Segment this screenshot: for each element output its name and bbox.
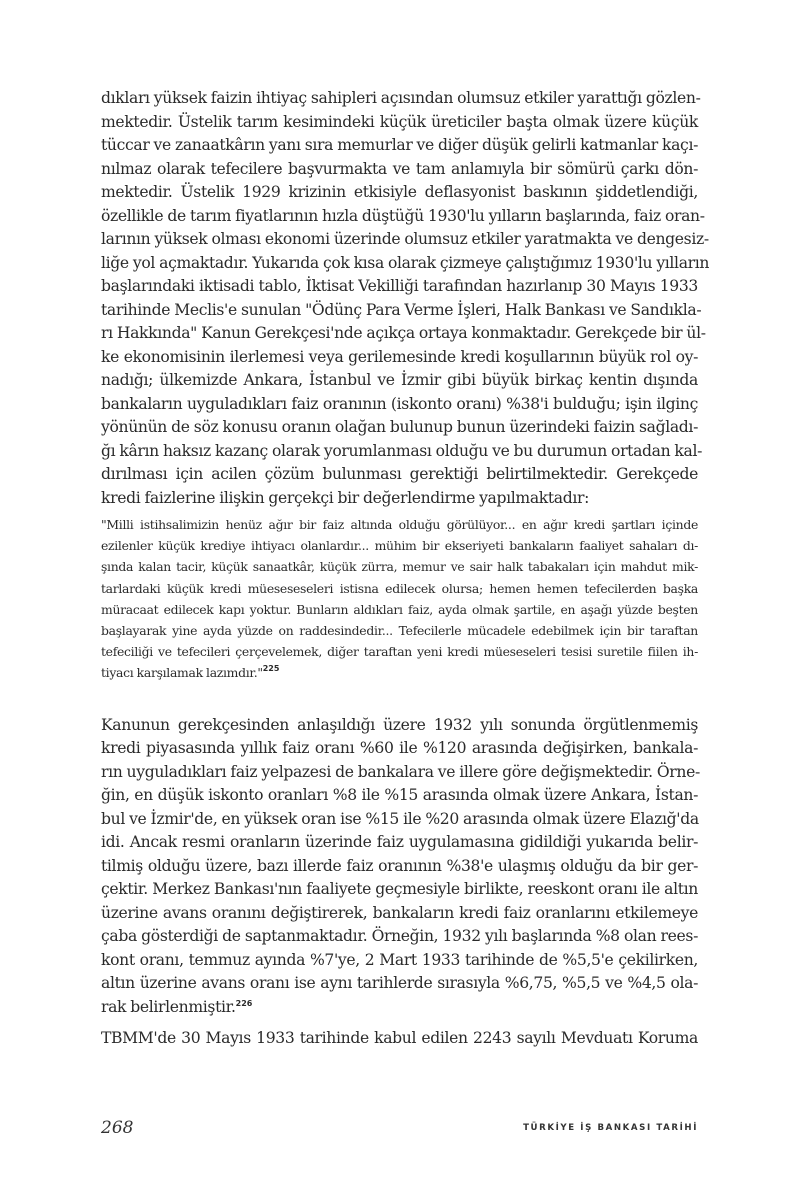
text-line: kont oranı, temmuz ayında %7'ye, 2 Mart 1933 tarihinde de %5,5'e çekilirken, bbox=[101, 950, 698, 969]
quote-line: tarlardaki küçük kredi müeseseseleri istisna edilecek olursa; hemen hemen tefecilerden başka bbox=[101, 580, 698, 596]
paragraph-2 bbox=[101, 714, 698, 1020]
page-number: 268 bbox=[101, 1118, 134, 1138]
text-line-last bbox=[101, 996, 698, 1020]
text-line: ğı kârın haksız kazanç olarak yorumlanması olduğu ve bu durumun ortadan kal- bbox=[101, 441, 703, 460]
text-line: mektedir. Üstelik 1929 krizinin etkisiyle deflasyonist baskının şiddetlendiği, bbox=[101, 183, 698, 201]
text-line: tarihinde Meclis'e sunulan "Ödünç Para Verme İşleri, Halk Bankası ve Sandıkla- bbox=[101, 300, 702, 319]
quote-text: tiyacı karşılamak lazımdır." bbox=[101, 665, 263, 681]
text-line: başlarındaki iktisadi tablo, İktisat Vekilliği tarafından hazırlanıp 30 Mayıs 1933 bbox=[101, 277, 698, 295]
footnote-ref-225[interactable]: 225 bbox=[262, 664, 280, 674]
text-line: ğin, en düşük iskonto oranları %8 ile %15 arasında olmak üzere Ankara, İstan- bbox=[101, 786, 698, 804]
text-line: mektedir. Üstelik tarım kesimindeki küçük üreticiler başta olmak üzere küçük bbox=[101, 112, 698, 131]
text-line: dırılması için acilen çözüm bulunması gerektiği belirtilmektedir. Gerekçede bbox=[101, 465, 698, 483]
running-title: TÜRKİYE İŞ BANKASI TARİHİ bbox=[523, 1123, 698, 1133]
text-line: larının yüksek olması ekonomi üzerinde olumsuz etkiler yaratmakta ve dengesiz- bbox=[101, 230, 709, 248]
quote-line: ezilenler küçük krediye ihtiyacı olanlardır... mühim bir ekseriyeti bankaların faaliyet sahaları dı- bbox=[101, 538, 698, 554]
text-line: liğe yol açmaktadır. Yukarıda çok kısa olarak çizmeye çalıştığımız 1930'lu yılların bbox=[101, 253, 710, 272]
paragraph-spacer bbox=[101, 1019, 698, 1027]
text-line: bul ve İzmir'de, en yüksek oran ise %15 ile %20 arasında olmak üzere Elazığ'da bbox=[101, 809, 699, 828]
text-line: tilmiş olduğu üzere, bazı illerde faiz oranının %38'e ulaşmış olduğu da bir ger- bbox=[101, 856, 698, 875]
text-line: rı Hakkında" Kanun Gerekçesi'nde açıkça ortaya konmaktadır. Gerekçede bir ül- bbox=[101, 324, 706, 342]
text-line: bankaların uyguladıkları faiz oranının (iskonto oranı) %38'i bulduğu; işin ilginç bbox=[101, 394, 698, 413]
quote-line: başlayarak yine ayda yüzde on raddesindedir... Tefecilerle mücadele edebilmek için bir taraftan bbox=[101, 622, 698, 638]
page-body bbox=[101, 87, 710, 1051]
paragraph-text: rak belirlenmiştir. bbox=[101, 997, 236, 1016]
quote-line: şında kalan tacir, küçük sanaatkâr, küçük zürra, memur ve sair halk tabakaları için mahdut mik- bbox=[101, 559, 698, 575]
quote-line-last bbox=[101, 662, 698, 683]
page-footer bbox=[101, 1118, 698, 1146]
text-line: kredi piyasasında yıllık faiz oranı %60 ile %120 arasında değişirken, bankala- bbox=[101, 739, 698, 757]
footnote-ref-226[interactable]: 226 bbox=[235, 998, 253, 1008]
paragraph-3 bbox=[101, 1027, 698, 1051]
text-line: ke ekonomisinin ilerlemesi veya gerilemesinde kredi koşullarının büyük rol oy- bbox=[101, 347, 698, 366]
quote-line: "Milli istihsalimizin henüz ağır bir faiz altında olduğu görülüyor... en ağır kredi şartları içinde bbox=[101, 517, 698, 532]
quote-line: müracaat edilecek kapı yoktur. Bunların aldıkları faiz, ayda olmak şartile, en aşağı yüzde beşten bbox=[101, 601, 698, 617]
text-line: çektir. Merkez Bankası'nın faaliyete geçmesiyle birlikte, reeskont oranı ile altın bbox=[101, 880, 698, 898]
text-line: çaba gösterdiği de saptanmaktadır. Örneğin, 1932 yılı başlarında %8 olan rees- bbox=[101, 927, 698, 945]
paragraph-spacer bbox=[101, 704, 698, 714]
text-line: rın uyguladıkları faiz yelpazesi de bankalara ve illere göre değişmektedir. Örne- bbox=[101, 762, 700, 781]
text-line: yönünün de söz konusu oranın olağan bulunup bunun üzerindeki faizin sağladı- bbox=[101, 418, 698, 436]
text-line: nılmaz olarak tefecilere başvurmakta ve tam anlamıyla bir sömürü çarkı dön- bbox=[101, 159, 698, 178]
text-line: özellikle de tarım fiyatlarının hızla düştüğü 1930'lu yılların başlarında, faiz oran- bbox=[101, 206, 705, 225]
text-line: üzerine avans oranını değiştirerek, bankaların kredi faiz oranlarını etkilemeye bbox=[101, 903, 698, 922]
text-line: kredi faizlerine ilişkin gerçekçi bir değerlendirme yapılmaktadır: bbox=[101, 488, 590, 507]
text-line: idi. Ancak resmi oranların üzerinde faiz uygulamasına gidildiği yukarıda belir- bbox=[101, 833, 698, 851]
text-line: dıkları yüksek faizin ihtiyaç sahipleri açısından olumsuz etkiler yarattığı gözlen- bbox=[101, 89, 701, 107]
paragraph-1 bbox=[101, 87, 710, 510]
text-line: tüccar ve zanaatkârın yanı sıra memurlar ve diğer düşük gelirli katmanlar kaçı- bbox=[101, 136, 698, 154]
text-line: Kanunun gerekçesinden anlaşıldığı üzere 1932 yılı sonunda örgütlenmemiş bbox=[101, 715, 698, 734]
text-line: TBMM'de 30 Mayıs 1933 tarihinde kabul edilen 2243 sayılı Mevduatı Koruma bbox=[101, 1029, 698, 1047]
text-line: altın üzerine avans oranı ise aynı tarihlerde sırasıyla %6,75, %5,5 ve %4,5 ola- bbox=[101, 974, 698, 992]
quote-line: tefeciliği ve tefecileri çerçevelemek, diğer taraftan yeni kredi müeseseleri tesisi suretile fiilen ih- bbox=[101, 644, 698, 660]
block-quote bbox=[101, 514, 698, 684]
text-line: nadığı; ülkemizde Ankara, İstanbul ve İzmir gibi büyük birkaç kentin dışında bbox=[101, 371, 698, 389]
